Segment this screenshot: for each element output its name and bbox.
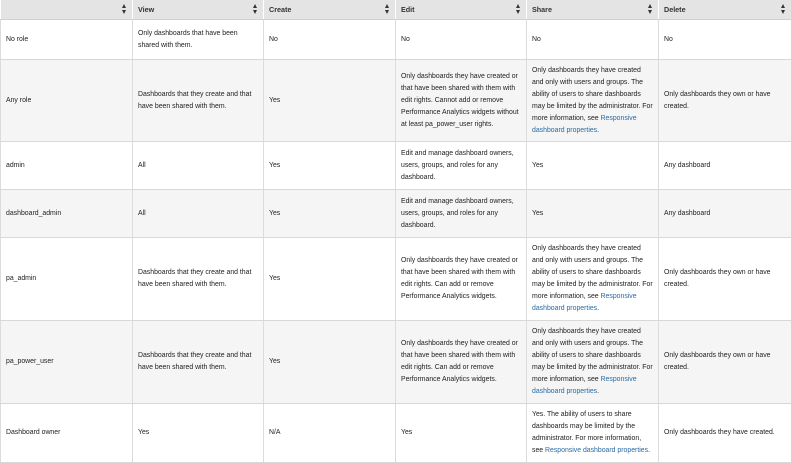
cell-view: All [133, 190, 264, 238]
cell-edit: No [396, 20, 527, 60]
cell-edit: Only dashboards they have created or that have been shared with them with edit rights. Can add or remove Performance Analytics widgets. [396, 238, 527, 321]
column-header-role[interactable] [1, 0, 133, 20]
cell-share [527, 321, 659, 404]
sort-icon[interactable] [253, 4, 258, 14]
cell-view: Dashboards that they create and that have been shared with them. [133, 60, 264, 142]
cell-role: Dashboard owner [1, 404, 133, 463]
share-text-end: . [597, 127, 599, 134]
sort-icon[interactable] [122, 4, 127, 14]
sort-icon[interactable] [516, 4, 521, 14]
cell-edit: Edit and manage dashboard owners, users, groups, and roles for any dashboard. [396, 142, 527, 190]
cell-view: All [133, 142, 264, 190]
sort-icon[interactable] [385, 4, 390, 14]
cell-create: N/A [264, 404, 396, 463]
cell-create: Yes [264, 190, 396, 238]
table-row [1, 190, 791, 238]
table-header-row [1, 0, 791, 20]
cell-share [527, 404, 659, 463]
cell-view: Yes [133, 404, 264, 463]
sort-icon[interactable] [648, 4, 653, 14]
cell-role: dashboard_admin [1, 190, 133, 238]
cell-role: admin [1, 142, 133, 190]
cell-view: Dashboards that they create and that have been shared with them. [133, 238, 264, 321]
cell-role: pa_admin [1, 238, 133, 321]
cell-delete: Only dashboards they have created. [659, 404, 791, 463]
cell-delete: No [659, 20, 791, 60]
cell-share: Yes [527, 190, 659, 238]
cell-share [527, 238, 659, 321]
cell-delete: Only dashboards they own or have created. [659, 238, 791, 321]
share-text-end: . [648, 447, 650, 454]
share-text-end: . [597, 388, 599, 395]
table-row [1, 20, 791, 60]
share-text: Only dashboards they have created and only with users and groups. The ability of users to share dashboards may be limited by the administrator. For more information, see [532, 328, 653, 383]
cell-create: No [264, 20, 396, 60]
cell-delete: Only dashboards they own or have created. [659, 321, 791, 404]
table-row [1, 238, 791, 321]
cell-share: Yes [527, 142, 659, 190]
cell-create: Yes [264, 142, 396, 190]
cell-role: pa_power_user [1, 321, 133, 404]
cell-edit: Only dashboards they have created or that have been shared with them with edit rights. Can add or remove Performance Analytics widgets. [396, 321, 527, 404]
column-header-edit[interactable]: Edit [396, 0, 527, 20]
cell-delete: Only dashboards they own or have created. [659, 60, 791, 142]
share-text: Only dashboards they have created and only with users and groups. The ability of users to share dashboards may be limited by the administrator. For more information, see [532, 67, 653, 122]
responsive-dashboard-properties-link[interactable]: Responsive dashboard properties [532, 115, 637, 134]
share-text-end: . [597, 305, 599, 312]
cell-create: Yes [264, 60, 396, 142]
share-text: Yes. The ability of users to share dashboards may be limited by the administrator. For more information, see [532, 411, 641, 454]
column-header-share[interactable]: Share [527, 0, 659, 20]
column-header-delete[interactable]: Delete [659, 0, 791, 20]
column-header-create[interactable]: Create [264, 0, 396, 20]
cell-edit: Yes [396, 404, 527, 463]
cell-create: Yes [264, 321, 396, 404]
table-row [1, 404, 791, 463]
responsive-dashboard-properties-link[interactable]: Responsive dashboard properties [545, 447, 648, 454]
cell-role: Any role [1, 60, 133, 142]
cell-edit: Edit and manage dashboard owners, users, groups, and roles for any dashboard. [396, 190, 527, 238]
cell-view: Dashboards that they create and that have been shared with them. [133, 321, 264, 404]
cell-edit: Only dashboards they have created or that have been shared with them with edit rights. Cannot add or remove Performance Analytics widgets without at least pa_power_user rights. [396, 60, 527, 142]
cell-share [527, 60, 659, 142]
cell-create: Yes [264, 238, 396, 321]
cell-delete: Any dashboard [659, 142, 791, 190]
table-row [1, 60, 791, 142]
cell-view: Only dashboards that have been shared with them. [133, 20, 264, 60]
sort-icon[interactable] [781, 4, 786, 14]
column-header-view[interactable]: View [133, 0, 264, 20]
cell-delete: Any dashboard [659, 190, 791, 238]
cell-share: No [527, 20, 659, 60]
share-text: Only dashboards they have created and only with users and groups. The ability of users to share dashboards may be limited by the administrator. For more information, see [532, 245, 653, 300]
responsive-dashboard-properties-link[interactable]: Responsive dashboard properties [532, 293, 637, 312]
responsive-dashboard-properties-link[interactable]: Responsive dashboard properties [532, 376, 637, 395]
cell-role: No role [1, 20, 133, 60]
table-row [1, 321, 791, 404]
table-row [1, 142, 791, 190]
